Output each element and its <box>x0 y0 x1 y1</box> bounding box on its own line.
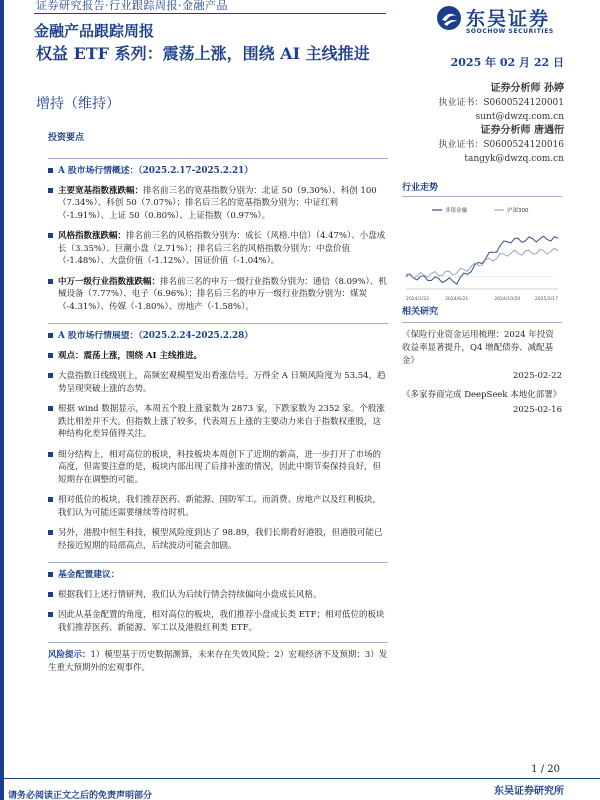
report-date: 2025 年 02 月 22 日 <box>450 56 564 69</box>
banner-divider <box>34 13 386 14</box>
item-text: 相对低位的板块，我们推荐医药、新能源、国防军工。而消费、房地产以及红利板块，我们认为可能还需要继续等待时机。 <box>58 495 382 518</box>
market-review-section <box>48 158 388 313</box>
left-accent-bar <box>0 0 4 800</box>
legend-label-1: 沪深300 <box>507 208 529 214</box>
list-item <box>48 185 388 223</box>
related-research <box>402 306 562 417</box>
report-banner: 证券研究报告·行业跟踪周报·金融产品 <box>36 0 228 12</box>
rating: 增持（维持） <box>36 96 120 112</box>
analyst-block <box>364 82 564 166</box>
item-lead: 风格指数涨跌幅： <box>58 231 127 241</box>
brand-logo-icon <box>436 5 462 31</box>
trend-heading: 行业走势 <box>402 180 562 197</box>
list-item <box>48 276 388 314</box>
x-tick-label: 2025/2/17 <box>534 297 558 302</box>
item-text: 排名前三名的宽基指数分别为：北证 50（9.30%）、科创 100（7.34%）、科创 50（7.07%）；排名后三名的宽基指数分别为：中证红利（-1.91%）、上证 50（0.80%）、上证指数（0.97%）。 <box>58 185 377 221</box>
item-text: 根据 wind 数据显示，本周五个股上涨家数为 2873 家，下跌家数为 2352 家。个股涨跌比相差并不大。但指数上涨了较多，代表周五上涨的主要动力来自于指数权重股，这种结构化差异值得关注。 <box>58 404 385 439</box>
section-heading: A 股市场行情概述：（2025.2.17-2025.2.21） <box>48 165 388 178</box>
section-heading: 基金配置建议： <box>48 569 388 582</box>
related-item[interactable] <box>402 389 562 417</box>
list-item <box>48 403 388 441</box>
item-text: 排名前三名的申万一级行业指数分别为：通信（8.09%）、机械设备（7.77%）、电子（6.96%）；排名后三名的申万一级行业指数分别为：煤炭（-4.31%）、传媒（-1.80%）、房地产（-1.58%）。 <box>58 276 387 312</box>
market-outlook-section <box>48 323 388 552</box>
x-tick-label: 2024/2/22 <box>406 297 430 302</box>
related-title[interactable]: 《保险行业资金运用梳理：2024 年投资收益率显著提升，Q4 增配债券、减配基金》 <box>402 330 554 366</box>
item-text: 排名前三名的风格指数分别为：成长（风格.中信）（4.47%）、小盘成长（3.35%）、巨潮小盘（2.71%）；排名后三名的风格指数分别为：中盘价值（-1.48%）、大盘价值（-1.12%）、国证价值（-1.04%）。 <box>58 231 386 266</box>
trend-chart <box>402 203 562 303</box>
key-points-body <box>48 158 388 674</box>
x-tick-label: 2024/6/21 <box>445 297 469 302</box>
related-title[interactable]: 《多家券商完成 DeepSeek 本地化部署》 <box>402 390 562 400</box>
list-item <box>48 350 388 363</box>
list-item <box>48 589 388 602</box>
list-item <box>48 609 388 634</box>
list-item <box>48 449 388 487</box>
report-type: 金融产品跟踪周报 <box>34 22 155 40</box>
legend-label-0: 非银金融 <box>445 208 468 214</box>
brand-name: 东吴证券 <box>466 8 551 30</box>
risk-label: 风险提示： <box>48 650 91 660</box>
brand-name-en: SOOCHOW SECURITIES <box>466 28 554 35</box>
item-text: 大盘指数日线级别上，高频宏观模型发出看涨信号。万得全 A 日频风险度为 53.54，趋势呈现突破上涨的态势。 <box>58 371 386 394</box>
related-heading: 相关研究 <box>402 306 562 323</box>
list-item <box>48 527 388 552</box>
section-heading: A 股市场行情展望：（2025.2.24-2025.2.28） <box>48 330 388 343</box>
disclaimer: 请务必阅读正文之后的免责声明部分 <box>8 791 153 800</box>
risk-text: 1）模型基于历史数据测算，未来存在失效风险；2）宏观经济不及预期；3）发生重大预期外的宏观事件。 <box>48 650 388 673</box>
analyst-name: 证券分析师 孙婷 <box>490 83 564 94</box>
analyst-email[interactable]: tangyk@dwzq.com.cn <box>464 154 564 164</box>
footer-divider <box>0 778 600 779</box>
item-lead: 中万一级行业指数涨跌幅： <box>58 276 161 287</box>
related-date: 2025-02-16 <box>512 405 562 415</box>
item-text: 根据我们上述行情研判，我们认为后续行情会持续偏向小盘成长风格。 <box>58 589 322 600</box>
item-text: 另外，港股中恒生科技，模型风险度到达了 98.89，我们长期看好港股，但港股可能已经接近短期的局部高点，后续波动可能会加剧。 <box>58 528 383 551</box>
key-points-label: 投资要点 <box>48 133 85 143</box>
x-tick-label: 2024/10/20 <box>494 297 521 302</box>
item-lead: 主要宽基指数涨跌幅： <box>58 185 144 196</box>
fund-allocation-section <box>48 562 388 634</box>
brand-logo <box>436 4 586 38</box>
item-text: 因此从基金配置的角度，相对高位的板块，我们推荐小盘成长类 ETF；相对低位的板块我们推荐医药、新能源、军工以及港股红利类 ETF。 <box>58 610 385 633</box>
analyst-email[interactable]: sunt@dwzq.com.cn <box>475 112 564 122</box>
item-text: 细分结构上，相对高位的板块，科技板块本周创下了近期的新高，进一步打开了市场的高度，但需要注意的是，板块内部出现了后排补涨的情况，因此中期节奏保持良好，但短期存在调整的可能。 <box>58 449 382 485</box>
risk-warning <box>48 642 388 674</box>
item-lead: 观点：震荡上涨，围绕 AI 主线推进。 <box>58 350 202 361</box>
trend-chart-svg <box>402 203 562 303</box>
related-item[interactable] <box>402 329 562 383</box>
list-item <box>48 494 388 519</box>
related-date: 2025-02-22 <box>512 371 562 381</box>
list-item <box>48 370 388 395</box>
trend-panel <box>402 180 562 303</box>
footer-brand: 东吴证券研究所 <box>494 786 564 797</box>
analyst-cert: 执业证书：S0600524120016 <box>438 140 564 150</box>
analyst-name: 证券分析师 唐遇衎 <box>480 125 564 136</box>
analyst-cert: 执业证书：S0600524120001 <box>438 98 564 108</box>
page-number: 1 / 20 <box>531 764 560 775</box>
report-title: 权益 ETF 系列：震荡上涨，围绕 AI 主线推进 <box>36 44 370 63</box>
list-item <box>48 230 388 268</box>
